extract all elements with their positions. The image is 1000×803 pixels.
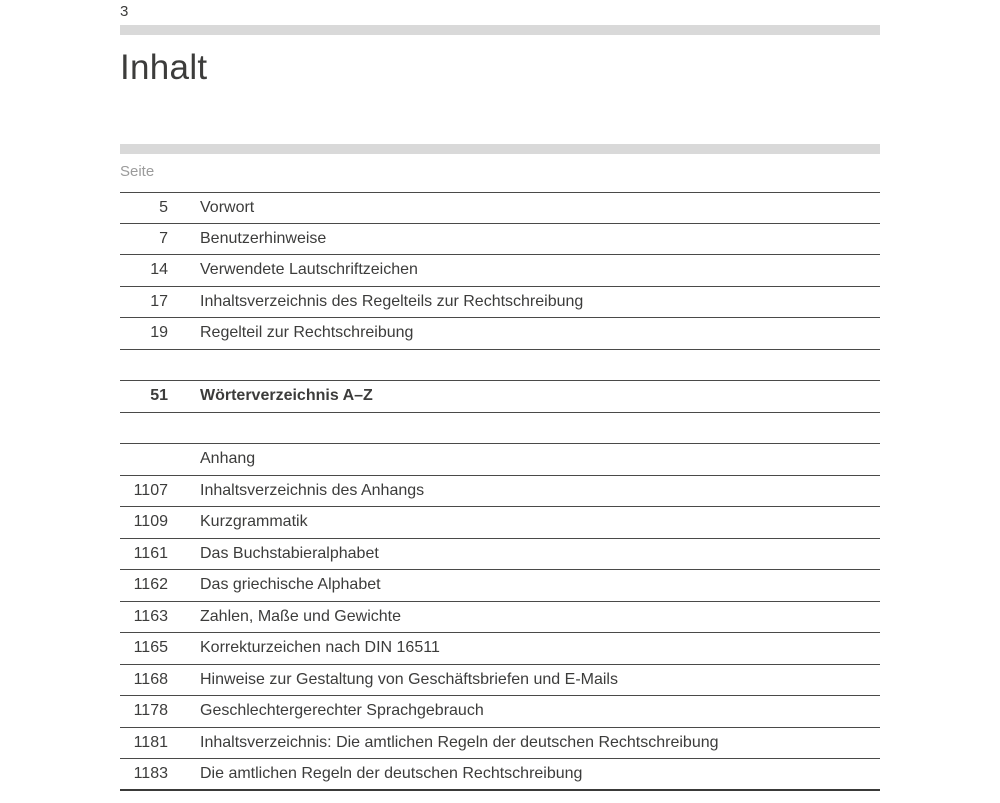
toc-row bbox=[120, 507, 880, 539]
toc-page-number: 19 bbox=[150, 324, 168, 342]
toc-entry-label: Hinweise zur Gestaltung von Geschäftsbriefen und E-Mails bbox=[200, 670, 618, 688]
toc-entry-label: Geschlechtergerechter Sprachgebrauch bbox=[200, 702, 484, 720]
toc-row bbox=[120, 476, 880, 508]
toc-page-number: 1168 bbox=[133, 670, 168, 688]
toc-entry-label: Inhaltsverzeichnis: Die amtlichen Regeln der deutschen Rechtschreibung bbox=[200, 733, 719, 751]
toc-row bbox=[120, 255, 880, 287]
toc-row bbox=[120, 570, 880, 602]
toc-row bbox=[120, 224, 880, 256]
toc-entry-label: Inhaltsverzeichnis des Regelteils zur Rechtschreibung bbox=[200, 292, 584, 310]
toc-entry-label: Kurzgrammatik bbox=[200, 513, 308, 531]
toc-row bbox=[120, 602, 880, 634]
toc-list bbox=[120, 192, 880, 791]
toc-page-number: 1178 bbox=[133, 702, 168, 720]
toc-page-number: 7 bbox=[159, 229, 168, 247]
toc-entry-label: Regelteil zur Rechtschreibung bbox=[200, 324, 414, 342]
toc-entry-label: Wörterverzeichnis A–Z bbox=[200, 387, 373, 405]
toc-entry-label: Vorwort bbox=[200, 198, 255, 216]
toc-page-number: 1107 bbox=[133, 481, 168, 499]
folio-page-number: 3 bbox=[120, 3, 129, 20]
toc-page-number: 1161 bbox=[133, 544, 168, 562]
toc-page-number: 17 bbox=[150, 292, 168, 310]
toc-row bbox=[120, 381, 880, 413]
column-header-seite: Seite bbox=[120, 163, 155, 180]
toc-page-number: 1163 bbox=[133, 607, 168, 625]
document-page bbox=[120, 3, 880, 791]
toc-row bbox=[120, 759, 880, 791]
top-divider-bar bbox=[120, 25, 880, 35]
toc-row bbox=[120, 633, 880, 665]
toc-entry-label: Inhaltsverzeichnis des Anhangs bbox=[200, 481, 425, 499]
toc-entry-label: Benutzerhinweise bbox=[200, 229, 327, 247]
toc-entry-label: Anhang bbox=[200, 450, 256, 468]
toc-row bbox=[120, 192, 880, 224]
toc-row bbox=[120, 444, 880, 476]
toc-entry-label: Das Buchstabieralphabet bbox=[200, 544, 379, 562]
toc-row bbox=[120, 413, 880, 445]
toc-page-number: 1109 bbox=[133, 513, 168, 531]
toc-row bbox=[120, 287, 880, 319]
toc-page-number: 14 bbox=[150, 261, 168, 279]
mid-divider-bar bbox=[120, 144, 880, 154]
toc-page-number: 51 bbox=[150, 387, 168, 405]
toc-entry-label: Korrekturzeichen nach DIN 16511 bbox=[200, 639, 440, 657]
toc-entry-label: Zahlen, Maße und Gewichte bbox=[200, 607, 401, 625]
toc-page-number: 1162 bbox=[133, 576, 168, 594]
toc-page-number: 5 bbox=[159, 198, 168, 216]
toc-row bbox=[120, 350, 880, 382]
toc-page-number: 1165 bbox=[133, 639, 168, 657]
toc-row bbox=[120, 539, 880, 571]
toc-page-number: 1183 bbox=[133, 764, 168, 782]
toc-row bbox=[120, 665, 880, 697]
toc-page-number: 1181 bbox=[133, 733, 168, 751]
toc-entry-label: Verwendete Lautschriftzeichen bbox=[200, 261, 418, 279]
toc-row bbox=[120, 696, 880, 728]
toc-entry-label: Das griechische Alphabet bbox=[200, 576, 381, 594]
page-title: Inhalt bbox=[120, 48, 208, 87]
toc-row bbox=[120, 728, 880, 760]
toc-row bbox=[120, 318, 880, 350]
toc-entry-label: Die amtlichen Regeln der deutschen Rechtschreibung bbox=[200, 764, 583, 782]
